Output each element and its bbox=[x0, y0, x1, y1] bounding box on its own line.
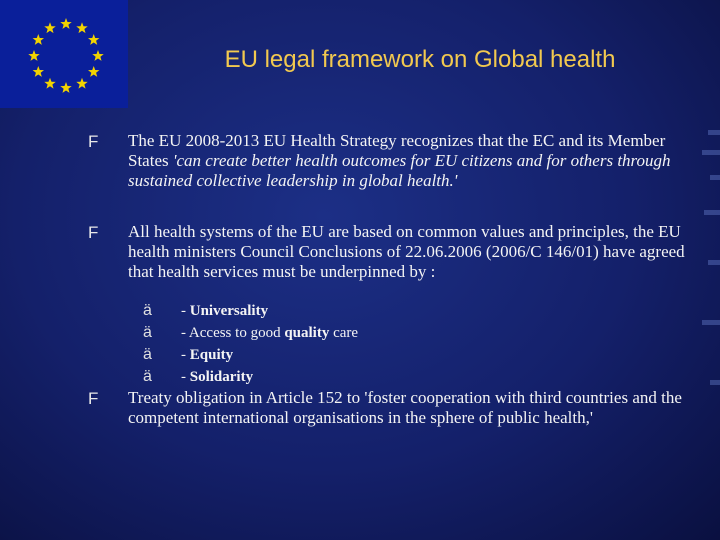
sub-item-prefix: - bbox=[181, 347, 190, 363]
bullet-health-systems: All health systems of the EU are based on common values and principles, the EU health ministers Council Conclusions of 22.06.2006 (2006/C 146/01) have agreed that health services must be underpinned by : bbox=[128, 222, 685, 281]
sub-item-prefix: - bbox=[181, 303, 190, 319]
star-icon bbox=[44, 22, 55, 33]
bullet-text: The EU 2008-2013 EU Health Strategy recognizes that the EC and its Member States bbox=[128, 131, 666, 170]
eu-stars-icon bbox=[0, 0, 128, 108]
star-icon bbox=[44, 78, 55, 89]
bullet-marker: F bbox=[88, 132, 99, 151]
sub-bullet-marker: ä bbox=[143, 302, 152, 319]
sub-bullet-marker: ä bbox=[143, 368, 152, 385]
sub-item-prefix: - Access to good bbox=[181, 325, 285, 341]
sub-bullet-marker: ä bbox=[143, 346, 152, 363]
star-icon bbox=[76, 22, 87, 33]
sub-bullet-marker: ä bbox=[143, 324, 152, 341]
sub-item-equity bbox=[181, 347, 233, 364]
star-icon bbox=[33, 34, 44, 45]
star-icon bbox=[60, 82, 71, 93]
star-icon bbox=[88, 66, 99, 77]
star-icon bbox=[33, 66, 44, 77]
sub-item-bold: Solidarity bbox=[189, 369, 254, 385]
sub-item-solidarity bbox=[181, 369, 253, 386]
sub-item-access bbox=[181, 325, 358, 342]
star-icon bbox=[60, 18, 71, 29]
sub-item-bold: Equity bbox=[189, 347, 234, 363]
sub-item-bold: quality bbox=[284, 325, 330, 341]
decorative-stripes bbox=[700, 120, 720, 540]
sub-item-rest: care bbox=[329, 325, 359, 341]
sub-item-bold: Universality bbox=[189, 303, 269, 319]
sub-item-prefix: - bbox=[181, 369, 190, 385]
bullet-quote: 'can create better health outcomes for EU citizens and for others through sustained collective leadership in global health.' bbox=[128, 151, 671, 190]
eu-flag bbox=[0, 0, 128, 108]
star-icon bbox=[88, 34, 99, 45]
star-icon bbox=[92, 50, 103, 61]
bullet-treaty-obligation: Treaty obligation in Article 152 to 'foster cooperation with third countries and the competent international organisations in the sphere of public health,' bbox=[128, 388, 682, 427]
bullet-marker: F bbox=[88, 389, 99, 408]
slide-title: EU legal framework on Global health bbox=[224, 46, 616, 73]
bullet-eu-health-strategy bbox=[128, 131, 688, 191]
star-icon bbox=[28, 50, 39, 61]
star-icon bbox=[76, 78, 87, 89]
sub-item-universality bbox=[181, 303, 268, 320]
bullet-marker: F bbox=[88, 223, 99, 242]
